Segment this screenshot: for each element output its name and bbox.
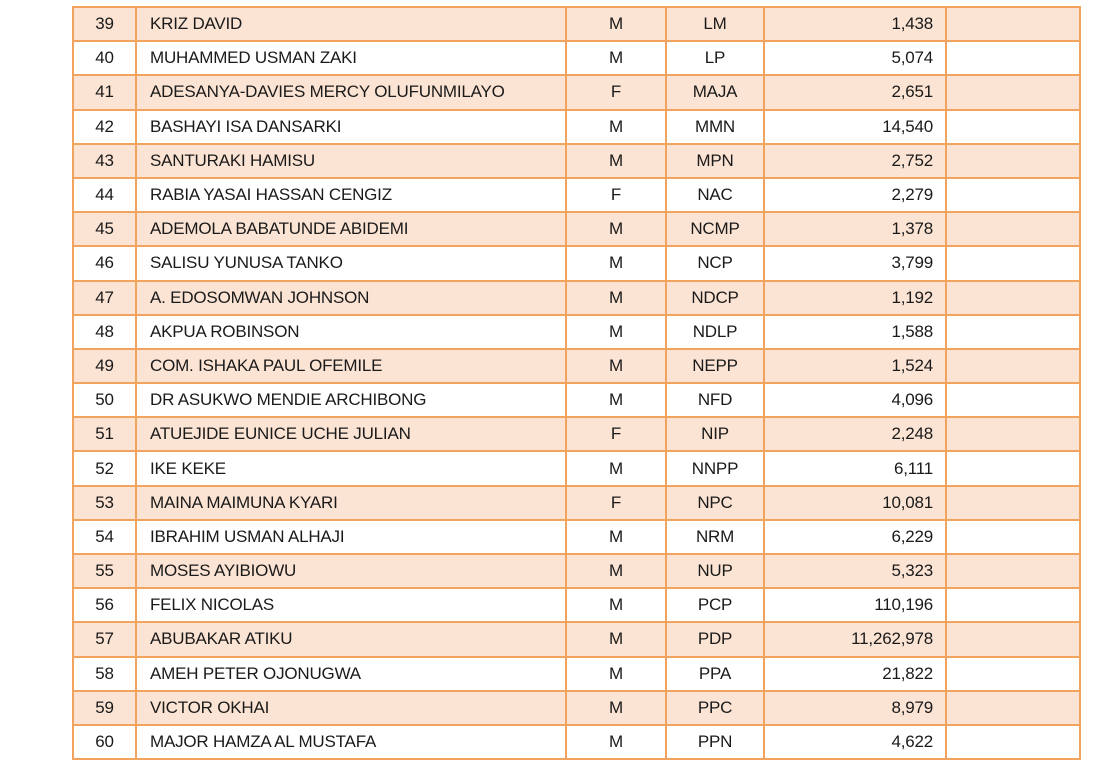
candidate-name-cell: ADESANYA-DAVIES MERCY OLUFUNMILAYO [136, 75, 566, 109]
table-row [73, 75, 1080, 109]
sex-cell: M [566, 41, 666, 75]
party-cell: MMN [666, 110, 764, 144]
table-row [73, 383, 1080, 417]
remarks-cell [946, 691, 1080, 725]
party-cell: NDLP [666, 315, 764, 349]
party-cell: PPN [666, 725, 764, 759]
candidate-name-cell: ATUEJIDE EUNICE UCHE JULIAN [136, 417, 566, 451]
remarks-cell [946, 486, 1080, 520]
candidate-name-cell: DR ASUKWO MENDIE ARCHIBONG [136, 383, 566, 417]
row-number-cell: 50 [73, 383, 136, 417]
sex-cell: M [566, 212, 666, 246]
sex-cell: M [566, 246, 666, 280]
candidate-name-cell: ADEMOLA BABATUNDE ABIDEMI [136, 212, 566, 246]
sex-cell: M [566, 110, 666, 144]
remarks-cell [946, 110, 1080, 144]
table-row [73, 212, 1080, 246]
table-row [73, 349, 1080, 383]
candidate-name-cell: COM. ISHAKA PAUL OFEMILE [136, 349, 566, 383]
candidate-name-cell: KRIZ DAVID [136, 7, 566, 41]
table-row [73, 41, 1080, 75]
candidate-name-cell: BASHAYI ISA DANSARKI [136, 110, 566, 144]
party-cell: LP [666, 41, 764, 75]
remarks-cell [946, 554, 1080, 588]
candidate-name-cell: MAINA MAIMUNA KYARI [136, 486, 566, 520]
row-number-cell: 53 [73, 486, 136, 520]
table-row [73, 451, 1080, 485]
table-row [73, 144, 1080, 178]
row-number-cell: 56 [73, 588, 136, 622]
remarks-cell [946, 520, 1080, 554]
candidate-name-cell: MUHAMMED USMAN ZAKI [136, 41, 566, 75]
party-cell: PDP [666, 622, 764, 656]
candidate-name-cell: RABIA YASAI HASSAN CENGIZ [136, 178, 566, 212]
row-number-cell: 58 [73, 657, 136, 691]
row-number-cell: 48 [73, 315, 136, 349]
remarks-cell [946, 315, 1080, 349]
votes-cell: 5,323 [764, 554, 946, 588]
sex-cell: F [566, 417, 666, 451]
row-number-cell: 41 [73, 75, 136, 109]
row-number-cell: 49 [73, 349, 136, 383]
table-row [73, 554, 1080, 588]
party-cell: NPC [666, 486, 764, 520]
table-row [73, 246, 1080, 280]
table-row [73, 7, 1080, 41]
remarks-cell [946, 75, 1080, 109]
row-number-cell: 43 [73, 144, 136, 178]
party-cell: NRM [666, 520, 764, 554]
party-cell: MPN [666, 144, 764, 178]
votes-cell: 4,096 [764, 383, 946, 417]
remarks-cell [946, 417, 1080, 451]
row-number-cell: 55 [73, 554, 136, 588]
row-number-cell: 60 [73, 725, 136, 759]
sex-cell: M [566, 657, 666, 691]
remarks-cell [946, 657, 1080, 691]
sex-cell: M [566, 144, 666, 178]
sex-cell: M [566, 383, 666, 417]
remarks-cell [946, 622, 1080, 656]
votes-cell: 4,622 [764, 725, 946, 759]
remarks-cell [946, 281, 1080, 315]
votes-cell: 6,111 [764, 451, 946, 485]
remarks-cell [946, 7, 1080, 41]
table-row [73, 691, 1080, 725]
remarks-cell [946, 725, 1080, 759]
row-number-cell: 47 [73, 281, 136, 315]
party-cell: NEPP [666, 349, 764, 383]
table-row [73, 622, 1080, 656]
row-number-cell: 45 [73, 212, 136, 246]
remarks-cell [946, 212, 1080, 246]
table-row [73, 520, 1080, 554]
table-row [73, 417, 1080, 451]
sex-cell: M [566, 7, 666, 41]
row-number-cell: 44 [73, 178, 136, 212]
votes-cell: 1,438 [764, 7, 946, 41]
results-table-container [72, 6, 1079, 760]
party-cell: LM [666, 7, 764, 41]
row-number-cell: 52 [73, 451, 136, 485]
candidate-name-cell: A. EDOSOMWAN JOHNSON [136, 281, 566, 315]
sex-cell: M [566, 349, 666, 383]
votes-cell: 1,378 [764, 212, 946, 246]
table-row [73, 725, 1080, 759]
row-number-cell: 46 [73, 246, 136, 280]
row-number-cell: 51 [73, 417, 136, 451]
votes-cell: 14,540 [764, 110, 946, 144]
sex-cell: M [566, 315, 666, 349]
remarks-cell [946, 451, 1080, 485]
party-cell: NUP [666, 554, 764, 588]
votes-cell: 1,192 [764, 281, 946, 315]
table-row [73, 178, 1080, 212]
votes-cell: 2,651 [764, 75, 946, 109]
candidate-name-cell: AMEH PETER OJONUGWA [136, 657, 566, 691]
votes-cell: 2,248 [764, 417, 946, 451]
table-row [73, 110, 1080, 144]
sex-cell: M [566, 281, 666, 315]
remarks-cell [946, 178, 1080, 212]
candidate-name-cell: MOSES AYIBIOWU [136, 554, 566, 588]
votes-cell: 6,229 [764, 520, 946, 554]
sex-cell: M [566, 588, 666, 622]
row-number-cell: 59 [73, 691, 136, 725]
table-row [73, 315, 1080, 349]
votes-cell: 1,588 [764, 315, 946, 349]
table-body [73, 7, 1080, 759]
sex-cell: M [566, 520, 666, 554]
sex-cell: M [566, 725, 666, 759]
row-number-cell: 39 [73, 7, 136, 41]
table-row [73, 588, 1080, 622]
party-cell: NAC [666, 178, 764, 212]
candidate-name-cell: ABUBAKAR ATIKU [136, 622, 566, 656]
party-cell: NFD [666, 383, 764, 417]
party-cell: MAJA [666, 75, 764, 109]
party-cell: PPC [666, 691, 764, 725]
remarks-cell [946, 144, 1080, 178]
remarks-cell [946, 349, 1080, 383]
remarks-cell [946, 41, 1080, 75]
party-cell: NCMP [666, 212, 764, 246]
party-cell: NNPP [666, 451, 764, 485]
party-cell: PPA [666, 657, 764, 691]
sex-cell: M [566, 691, 666, 725]
candidate-name-cell: SALISU YUNUSA TANKO [136, 246, 566, 280]
candidate-name-cell: IKE KEKE [136, 451, 566, 485]
table-row [73, 281, 1080, 315]
remarks-cell [946, 383, 1080, 417]
candidate-name-cell: VICTOR OKHAI [136, 691, 566, 725]
sex-cell: M [566, 554, 666, 588]
party-cell: NIP [666, 417, 764, 451]
candidate-name-cell: IBRAHIM USMAN ALHAJI [136, 520, 566, 554]
sex-cell: M [566, 622, 666, 656]
sex-cell: F [566, 486, 666, 520]
row-number-cell: 40 [73, 41, 136, 75]
votes-cell: 5,074 [764, 41, 946, 75]
party-cell: NDCP [666, 281, 764, 315]
candidate-name-cell: SANTURAKI HAMISU [136, 144, 566, 178]
row-number-cell: 54 [73, 520, 136, 554]
remarks-cell [946, 588, 1080, 622]
sex-cell: M [566, 451, 666, 485]
sex-cell: F [566, 178, 666, 212]
sex-cell: F [566, 75, 666, 109]
candidate-results-table [72, 6, 1081, 760]
votes-cell: 1,524 [764, 349, 946, 383]
votes-cell: 21,822 [764, 657, 946, 691]
votes-cell: 10,081 [764, 486, 946, 520]
remarks-cell [946, 246, 1080, 280]
candidate-name-cell: FELIX NICOLAS [136, 588, 566, 622]
votes-cell: 2,279 [764, 178, 946, 212]
votes-cell: 8,979 [764, 691, 946, 725]
votes-cell: 2,752 [764, 144, 946, 178]
candidate-name-cell: AKPUA ROBINSON [136, 315, 566, 349]
party-cell: PCP [666, 588, 764, 622]
table-row [73, 486, 1080, 520]
votes-cell: 11,262,978 [764, 622, 946, 656]
votes-cell: 3,799 [764, 246, 946, 280]
row-number-cell: 57 [73, 622, 136, 656]
candidate-name-cell: MAJOR HAMZA AL MUSTAFA [136, 725, 566, 759]
table-row [73, 657, 1080, 691]
votes-cell: 110,196 [764, 588, 946, 622]
row-number-cell: 42 [73, 110, 136, 144]
party-cell: NCP [666, 246, 764, 280]
